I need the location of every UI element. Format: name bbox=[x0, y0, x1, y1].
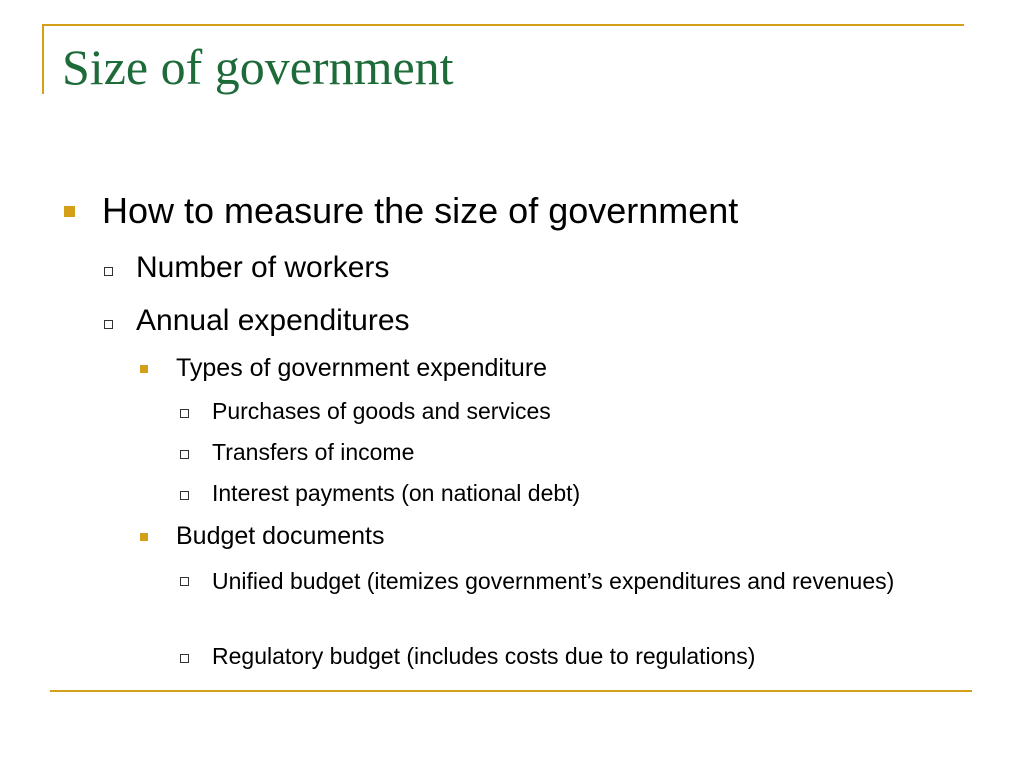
bottom-rule bbox=[50, 690, 972, 692]
bullet-text: How to measure the size of government bbox=[102, 190, 739, 231]
bullet-text: Types of government expenditure bbox=[176, 354, 548, 382]
bullet-item-annual-expenditures bbox=[104, 304, 410, 338]
bullet-item-interest-payments bbox=[180, 480, 580, 507]
hollow-square-bullet-icon bbox=[104, 320, 113, 329]
bullet-item-types-of-expenditure bbox=[140, 354, 547, 383]
bullet-text: Budget documents bbox=[176, 522, 385, 550]
filled-square-bullet-icon bbox=[64, 206, 75, 217]
filled-square-bullet-icon bbox=[140, 533, 148, 541]
bullet-item-regulatory-budget bbox=[180, 643, 755, 670]
bullet-item-transfers bbox=[180, 439, 414, 466]
bullet-text: Interest payments (on national debt) bbox=[212, 480, 581, 506]
bullet-item-purchases bbox=[180, 398, 551, 425]
hollow-square-bullet-icon bbox=[180, 491, 189, 500]
hollow-square-bullet-icon bbox=[180, 409, 189, 418]
hollow-square-bullet-icon bbox=[180, 450, 189, 459]
hollow-square-bullet-icon bbox=[180, 577, 189, 586]
bullet-text: Number of workers bbox=[136, 251, 390, 284]
hollow-square-bullet-icon bbox=[104, 267, 113, 276]
bullet-text: Purchases of goods and services bbox=[212, 398, 551, 424]
hollow-square-bullet-icon bbox=[180, 654, 189, 663]
bullet-text: Regulatory budget (includes costs due to regulations) bbox=[212, 643, 756, 669]
bullet-item-unified-budget bbox=[180, 566, 942, 597]
bullet-text: Annual expenditures bbox=[136, 304, 410, 337]
filled-square-bullet-icon bbox=[140, 365, 148, 373]
bullet-item-measure-size bbox=[64, 190, 738, 232]
bullet-text: Unified budget (itemizes government’s expenditures and revenues) bbox=[212, 568, 895, 594]
bullet-item-number-of-workers bbox=[104, 251, 389, 285]
bullet-text: Transfers of income bbox=[212, 439, 415, 465]
slide-title: Size of government bbox=[62, 39, 454, 95]
bullet-item-budget-documents bbox=[140, 522, 384, 551]
